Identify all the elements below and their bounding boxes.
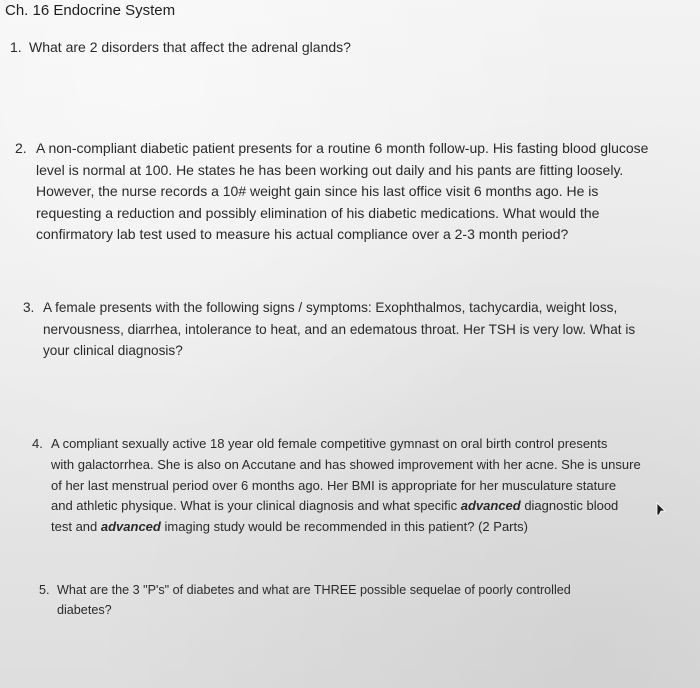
question-text-segment: diagnostic blood [520, 498, 619, 514]
question-line: What are 2 disorders that affect the adrenal glands? [29, 39, 351, 55]
question-line [51, 517, 641, 538]
question-line [51, 496, 641, 517]
question-line: of her last menstrual period over 6 months ago. Her BMI is appropriate for her musculature stature [51, 477, 617, 493]
question-number: 1. [10, 39, 22, 55]
question-text [23, 297, 635, 362]
question-1 [10, 37, 351, 59]
mouse-pointer-icon [656, 502, 666, 516]
question-text-segment: test and [51, 519, 101, 535]
question-line: What are the 3 "P's" of diabetes and what are THREE possible sequelae of poorly controlled [57, 583, 571, 597]
question-5 [39, 580, 571, 620]
question-text-segment: imaging study would be recommended in this patient? (2 Parts) [160, 519, 528, 535]
page-title: Ch. 16 Endocrine System [5, 2, 176, 19]
question-2 [15, 138, 648, 246]
emphasized-word: advanced [460, 498, 521, 514]
question-number: 3. [23, 300, 35, 315]
question-line: A compliant sexually active 18 year old female competitive gymnast on oral birth control presents [51, 436, 608, 451]
question-line: diabetes? [57, 603, 112, 617]
question-text [15, 138, 648, 246]
question-line: level is normal at 100. He states he has been working out daily and his pants are fitting loosely. [36, 161, 624, 178]
question-text [39, 580, 571, 620]
question-number: 4. [32, 436, 43, 451]
question-text [10, 37, 351, 59]
question-line: However, the nurse records a 10# weight gain since his last office visit 6 months ago. He is [36, 183, 599, 199]
question-number: 2. [15, 140, 27, 156]
question-3 [23, 297, 635, 362]
question-line: your clinical diagnosis? [43, 343, 183, 358]
question-text [32, 434, 641, 538]
question-line: with galactorrhea. She is also on Accutane and has showed improvement with her acne. She is unsure [51, 456, 641, 472]
question-number: 5. [39, 583, 50, 597]
question-line: nervousness, diarrhea, intolerance to heat, and an edematous throat. Her TSH is very low. What is [43, 321, 636, 337]
question-text-segment: and athletic physique. What is your clinical diagnosis and what specific [51, 498, 461, 514]
question-line: confirmatory lab test used to measure his actual compliance over a 2-3 month period? [36, 226, 569, 242]
question-line: A non-compliant diabetic patient presents for a routine 6 month follow-up. His fasting blood glucose [36, 140, 649, 156]
question-4 [32, 434, 641, 538]
emphasized-word: advanced [100, 519, 161, 535]
question-line: requesting a reduction and possibly elimination of his diabetic medications. What would the [36, 204, 600, 221]
question-line: A female presents with the following signs / symptoms: Exophthalmos, tachycardia, weight loss, [43, 300, 618, 315]
